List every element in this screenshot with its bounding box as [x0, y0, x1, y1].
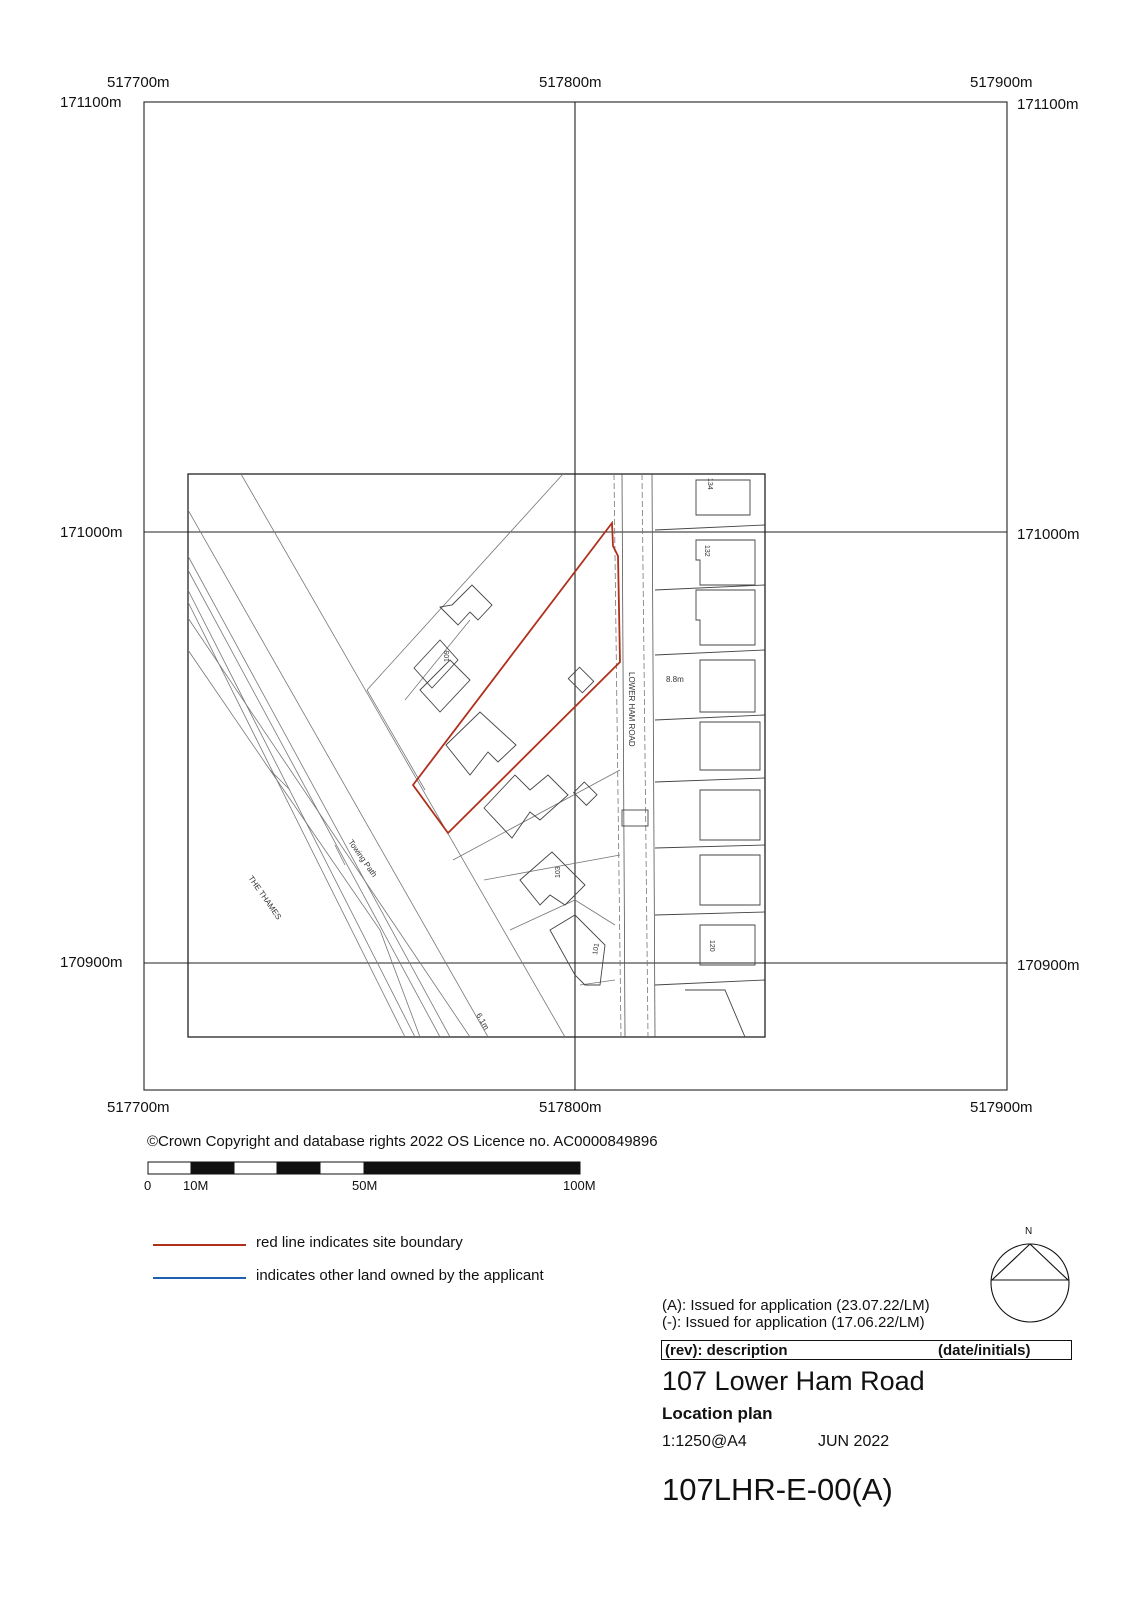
house-number-120: 120 [708, 940, 715, 952]
map-extract-frame [188, 474, 765, 1037]
north-label: N [1025, 1226, 1033, 1237]
river-label: THE THAMES [246, 873, 284, 922]
revision-table-header [661, 1340, 1072, 1360]
easting-bottom-517700: 517700m [107, 1099, 170, 1116]
easting-bottom-517900: 517900m [970, 1099, 1033, 1116]
house-number-103: 103 [555, 866, 562, 878]
northing-right-171100: 171100m [1017, 96, 1079, 113]
legend-red-line [153, 1244, 246, 1246]
easting-top-517700: 517700m [107, 74, 170, 91]
towing-path-lines [188, 474, 565, 1037]
revision-header-description: (rev): description [665, 1342, 788, 1359]
northing-right-170900: 170900m [1017, 957, 1080, 974]
northing-left-171100: 171100m [60, 94, 122, 111]
drawing-scale: 1:1250@A4 [662, 1433, 747, 1450]
path-width-label: 6.1m [474, 1011, 491, 1032]
legend-blue-line [153, 1277, 246, 1279]
house-number-134: 134 [706, 478, 713, 490]
terrace-houses [655, 480, 765, 1037]
project-title: 107 Lower Ham Road [662, 1366, 925, 1396]
scale-label-0: 0 [144, 1178, 152, 1193]
revision-header-date: (date/initials) [938, 1342, 1031, 1359]
northing-right-171000: 171000m [1017, 526, 1080, 543]
path-label: Towing Path [346, 837, 379, 879]
scale-bar [148, 1162, 580, 1174]
legend-site-boundary: red line indicates site boundary [256, 1234, 463, 1251]
northing-left-171000: 171000m [60, 524, 123, 541]
drawing-number: 107LHR-E-00(A) [662, 1472, 893, 1507]
road-width-label: 8.8m [666, 675, 684, 684]
northing-left-170900: 170900m [60, 954, 123, 971]
revision-initial: (-): Issued for application (17.06.22/LM) [662, 1314, 925, 1331]
road-edges [614, 474, 648, 1037]
road-name-label: LOWER HAM ROAD [627, 672, 636, 747]
easting-top-517800: 517800m [539, 74, 602, 91]
scale-label-100m: 100M [563, 1178, 596, 1193]
legend-other-land: indicates other land owned by the applicant [256, 1267, 544, 1284]
grid-frame [144, 102, 1007, 1090]
easting-top-517900: 517900m [970, 74, 1033, 91]
north-arrow-icon [991, 1244, 1069, 1322]
house-number-101: 101 [592, 942, 601, 956]
house-number-109: 109 [444, 650, 451, 662]
revision-a: (A): Issued for application (23.07.22/LM) [662, 1297, 930, 1314]
drawing-title: Location plan [662, 1404, 773, 1423]
scale-label-50m: 50M [352, 1178, 378, 1193]
easting-bottom-517800: 517800m [539, 1099, 602, 1116]
drawing-date: JUN 2022 [818, 1433, 890, 1450]
house-number-132: 132 [703, 545, 710, 557]
house-outlines [414, 585, 648, 985]
scale-label-10m: 10M [183, 1178, 209, 1193]
plot-boundaries [367, 474, 620, 985]
copyright-notice: ©Crown Copyright and database rights 2022 OS Licence no. AC0000849896 [147, 1133, 658, 1150]
